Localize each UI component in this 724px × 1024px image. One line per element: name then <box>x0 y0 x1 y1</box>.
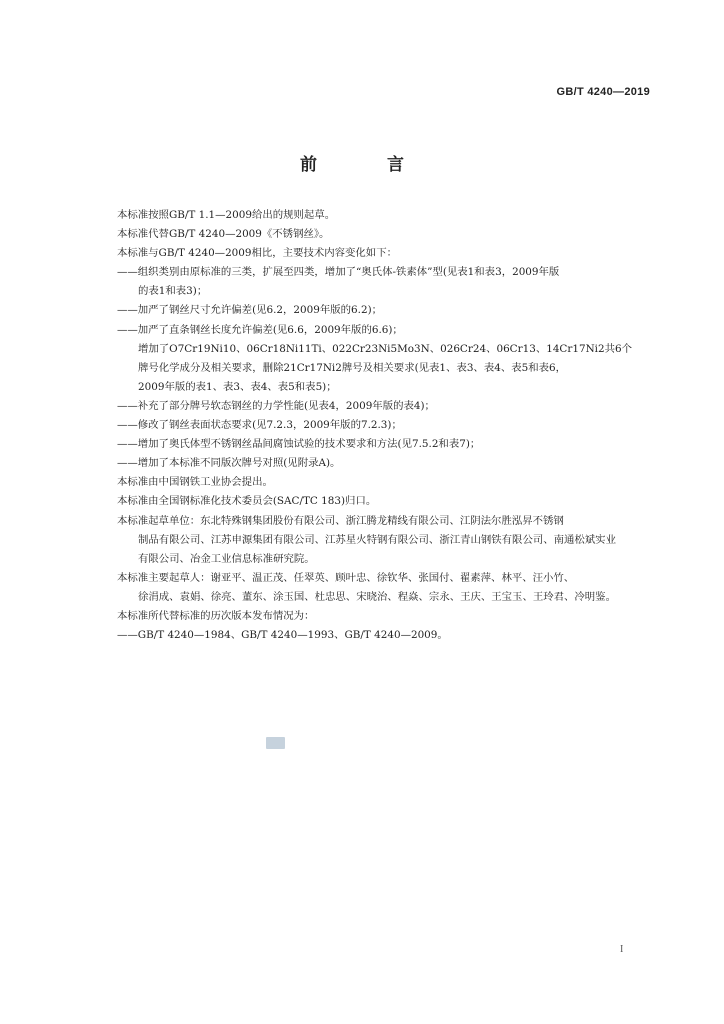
change-item: ——组织类别由原标准的三类，扩展至四类，增加了“奥氏体-铁素体”型(见表1和表3，2009年版 <box>117 266 560 279</box>
change-item-continuation: 增加了O7Cr19Ni10、06Cr18Ni11Ti、022Cr23Ni5Mo3N、026Cr24、06Cr13、14Cr17Ni2共6个 <box>138 342 632 355</box>
paragraph: 本标准所代替标准的历次版本发布情况为： <box>117 609 315 622</box>
watermark-logo <box>266 737 285 749</box>
paragraph: 本标准代替GB/T 4240—2009《不锈钢丝》。 <box>117 228 330 241</box>
change-item: ——GB/T 4240—1984、GB/T 4240—1993、GB/T 4240—2009。 <box>117 629 448 642</box>
paragraph: 本标准起草单位：东北特殊钢集团股份有限公司、浙江腾龙精线有限公司、江阴法尔胜泓昇不锈钢 <box>117 514 564 527</box>
change-item: ——增加了本标准不同版次牌号对照(见附录A)。 <box>117 457 341 470</box>
paragraph: 本标准与GB/T 4240—2009相比，主要技术内容变化如下： <box>117 247 397 260</box>
change-item: ——修改了钢丝表面状态要求(见7.2.3，2009年版的7.2.3)； <box>117 419 402 432</box>
paragraph-continuation: 有限公司、冶金工业信息标准研究院。 <box>138 552 315 565</box>
paragraph: 本标准由中国钢铁工业协会提出。 <box>117 476 273 489</box>
change-item: ——增加了奥氏体型不锈钢丝晶间腐蚀试验的技术要求和方法(见7.5.2和表7)； <box>117 438 481 451</box>
page-number: I <box>620 944 624 955</box>
document-body <box>117 206 647 645</box>
paragraph: 本标准主要起草人：谢亚平、温正茂、任翠英、顾叶忠、徐钦华、张国付、翟素萍、林平、汪小竹、 <box>117 571 575 584</box>
standard-code: GB/T 4240—2019 <box>556 86 650 98</box>
change-item-continuation: 的表1和表3)； <box>138 285 208 298</box>
change-item: ——加严了钢丝尺寸允许偏差(见6.2，2009年版的6.2)； <box>117 304 383 317</box>
paragraph: 本标准按照GB/T 1.1—2009给出的规则起草。 <box>117 209 336 221</box>
change-item: ——补充了部分牌号软态钢丝的力学性能(见表4，2009年版的表4)； <box>117 399 435 412</box>
paragraph-continuation: 徐涓成、袁娟、徐亮、董东、涂玉国、杜忠思、宋晓治、程焱、宗永、王庆、王宝玉、王玲君、冷明鉴。 <box>138 590 616 603</box>
paragraph: 本标准由全国钢标准化技术委员会(SAC/TC 183)归口。 <box>117 495 377 508</box>
change-item-continuation: 牌号化学成分及相关要求，删除21Cr17Ni2牌号及相关要求(见表1、表3、表4、表5和表6， <box>138 361 566 374</box>
change-item: ——加严了直条钢丝长度允许偏差(见6.6，2009年版的6.6)； <box>117 323 403 336</box>
change-item-continuation: 2009年版的表1、表3、表4、表5和表5)； <box>138 380 337 393</box>
page-title: 前 言 <box>300 155 436 175</box>
paragraph-continuation: 制品有限公司、江苏申源集团有限公司、江苏星火特钢有限公司、浙江青山钢铁有限公司、南通松斌实业 <box>138 533 616 546</box>
